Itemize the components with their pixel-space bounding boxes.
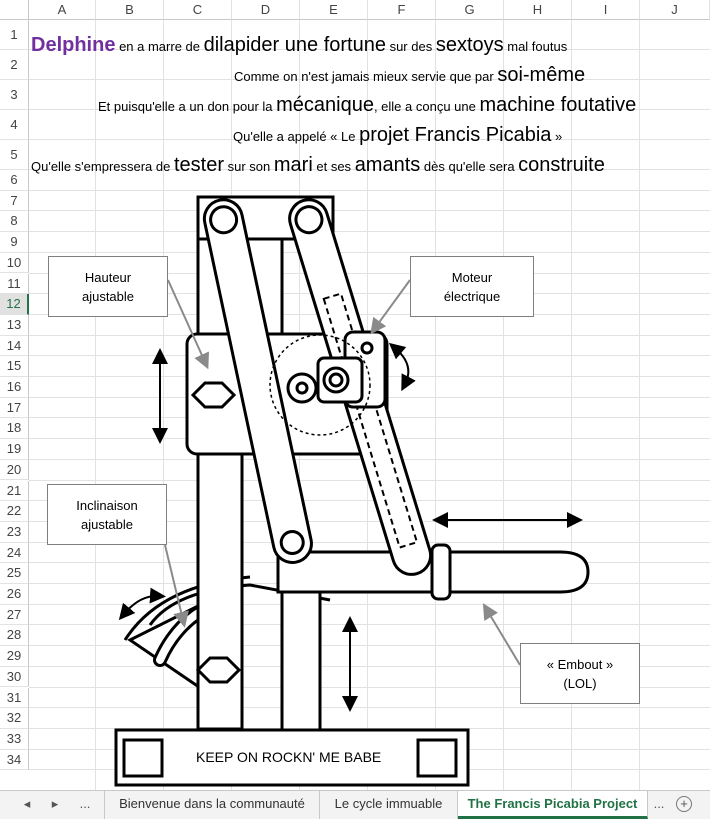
row-header[interactable]: 30 <box>0 667 29 688</box>
main-pole-lower <box>198 454 242 729</box>
cell-row3[interactable]: Et puisqu'elle a un don pour la mécanique, elle a conçu une machine foutative <box>98 94 637 116</box>
name-delphine: Delphine <box>31 34 116 56</box>
scroll-right-icon[interactable]: ▸ <box>51 796 59 811</box>
row-header[interactable]: 9 <box>0 232 29 253</box>
row-header[interactable]: 34 <box>0 750 29 771</box>
column-header[interactable]: I <box>572 0 640 20</box>
row-header[interactable]: 2 <box>0 50 29 80</box>
row-header[interactable]: 6 <box>0 170 29 191</box>
row-header[interactable]: 3 <box>0 80 29 110</box>
column-header[interactable]: G <box>436 0 504 20</box>
cell-row5[interactable]: Qu'elle s'empressera de tester sur son mari et ses amants dès qu'elle sera construite <box>31 154 605 176</box>
row-header[interactable]: 24 <box>0 543 29 564</box>
row-header[interactable]: 10 <box>0 253 29 274</box>
row-header[interactable]: 31 <box>0 688 29 709</box>
column-header[interactable]: F <box>368 0 436 20</box>
cell-row2[interactable]: Comme on n'est jamais mieux servie que par soi-même <box>234 64 586 86</box>
tab-francis-picabia[interactable]: The Francis Picabia Project <box>458 791 648 819</box>
row-header[interactable]: 26 <box>0 584 29 605</box>
row-header[interactable]: 16 <box>0 377 29 398</box>
row-header[interactable]: 17 <box>0 398 29 419</box>
row-header[interactable]: 33 <box>0 729 29 750</box>
callout-hauteur[interactable]: Hauteur ajustable <box>48 256 168 317</box>
row-header[interactable]: 27 <box>0 605 29 626</box>
row-header[interactable]: 5 <box>0 140 29 170</box>
row-header[interactable]: 12 <box>0 294 29 315</box>
embout <box>438 552 588 592</box>
plus-icon: + <box>676 796 692 812</box>
row-header[interactable]: 19 <box>0 439 29 460</box>
row-header[interactable]: 28 <box>0 625 29 646</box>
row-header[interactable]: 32 <box>0 708 29 729</box>
row-header[interactable]: 14 <box>0 336 29 357</box>
add-sheet-button[interactable] <box>673 791 695 819</box>
row-header[interactable]: 21 <box>0 481 29 502</box>
column-header[interactable]: E <box>300 0 368 20</box>
row-header[interactable]: 20 <box>0 460 29 481</box>
cell-row4[interactable]: Qu'elle a appelé « Le projet Francis Picabia » <box>233 124 563 146</box>
sheet-tab-bar <box>0 790 710 819</box>
tab-bienvenue[interactable]: Bienvenue dans la communauté <box>104 791 320 819</box>
column-header[interactable]: H <box>504 0 572 20</box>
column-header[interactable]: J <box>640 0 710 20</box>
column-header[interactable]: C <box>164 0 232 20</box>
callout-embout[interactable]: « Embout » (LOL) <box>520 643 640 704</box>
row-header[interactable]: 13 <box>0 315 29 336</box>
row-header[interactable]: 1 <box>0 20 29 50</box>
row-header[interactable]: 25 <box>0 563 29 584</box>
column-header[interactable]: D <box>232 0 300 20</box>
more-tabs-left[interactable]: ... <box>79 796 91 811</box>
row-header[interactable]: 18 <box>0 418 29 439</box>
column-header[interactable]: B <box>96 0 164 20</box>
callout-inclinaison[interactable]: Inclinaison ajustable <box>47 484 167 545</box>
base-label: KEEP ON ROCKN' ME BABE <box>196 749 382 765</box>
row-header[interactable]: 7 <box>0 191 29 212</box>
row-header[interactable]: 8 <box>0 211 29 232</box>
column-header[interactable]: A <box>29 0 96 20</box>
tab-cycle-immuable[interactable]: Le cycle immuable <box>320 791 458 819</box>
scroll-left-icon[interactable]: ◂ <box>23 796 31 811</box>
row-header[interactable]: 23 <box>0 522 29 543</box>
row-header[interactable]: 15 <box>0 356 29 377</box>
row-header[interactable]: 4 <box>0 110 29 140</box>
more-tabs-right[interactable]: ... <box>653 796 665 811</box>
row-header[interactable]: 29 <box>0 646 29 667</box>
row-header[interactable]: 11 <box>0 274 29 295</box>
cell-a1[interactable]: Delphine en a marre de dilapider une fortune sur des sextoys mal foutus <box>31 34 568 56</box>
callout-moteur[interactable]: Moteur électrique <box>410 256 534 317</box>
row-header[interactable]: 22 <box>0 501 29 522</box>
